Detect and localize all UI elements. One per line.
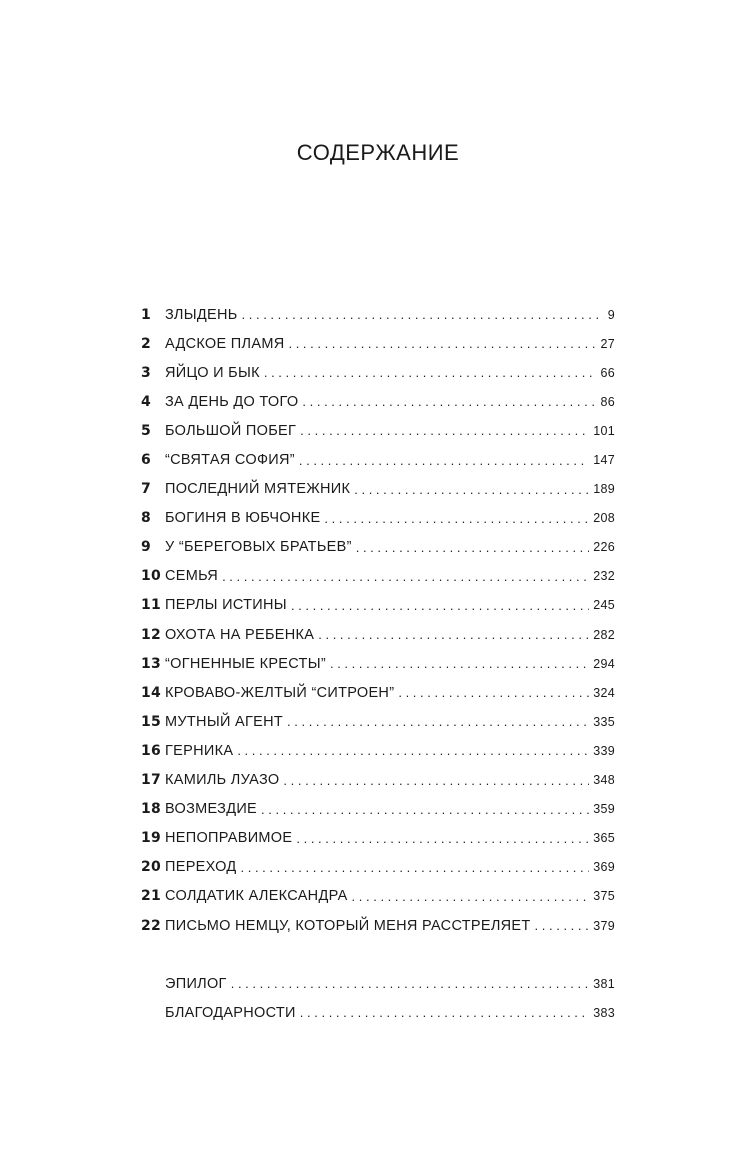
- chapter-number: 6: [141, 452, 152, 469]
- dot-leader: [300, 423, 589, 438]
- dot-leader: [296, 831, 589, 846]
- page-number: 294: [593, 656, 615, 671]
- toc-chapter-row: [141, 882, 615, 911]
- chapter-number: 4: [141, 393, 152, 410]
- page-number: 375: [593, 889, 615, 904]
- dot-leader: [222, 569, 589, 584]
- chapter-title: АДСКОЕ ПЛАМЯ: [165, 335, 285, 352]
- chapter-number: 11: [141, 597, 162, 614]
- chapter-number: 1: [141, 306, 152, 323]
- dot-leader: [291, 598, 589, 613]
- chapter-title: СОЛДАТИК АЛЕКСАНДРА: [165, 888, 348, 905]
- toc-chapter-row: [141, 387, 615, 416]
- chapter-number: 14: [141, 684, 162, 701]
- dot-leader: [264, 365, 597, 380]
- chapter-number: 12: [141, 626, 162, 643]
- chapter-title: БЛАГОДАРНОСТИ: [165, 1004, 296, 1021]
- chapter-title: НЕПОПРАВИМОЕ: [165, 830, 293, 847]
- toc-chapter-row: [141, 766, 615, 795]
- toc-extra-row: [141, 998, 615, 1027]
- chapter-number: 18: [141, 801, 162, 818]
- toc-chapter-row: [141, 707, 615, 736]
- chapter-title: МУТНЫЙ АГЕНТ: [165, 713, 284, 730]
- chapter-number: 21: [141, 888, 162, 905]
- table-of-contents: [141, 300, 615, 1027]
- page-number: 147: [593, 453, 615, 468]
- page-number: 101: [593, 423, 615, 438]
- dot-leader: [231, 976, 590, 991]
- page-number: 339: [593, 743, 615, 758]
- chapter-title: БОЛЬШОЙ ПОБЕГ: [165, 422, 297, 439]
- toc-chapter-row: [141, 649, 615, 678]
- toc-chapter-row: [141, 329, 615, 358]
- chapter-number: 7: [141, 481, 152, 498]
- toc-chapter-row: [141, 911, 615, 940]
- dot-leader: [300, 1005, 589, 1020]
- chapter-number: 17: [141, 772, 162, 789]
- section-gap: [141, 940, 615, 969]
- dot-leader: [237, 743, 589, 758]
- chapter-title: ПИСЬМО НЕМЦУ, КОТОРЫЙ МЕНЯ РАССТРЕЛЯЕТ: [165, 917, 531, 934]
- dot-leader: [330, 656, 589, 671]
- chapter-title: “ОГНЕННЫЕ КРЕСТЫ”: [165, 655, 326, 672]
- dot-leader: [242, 307, 604, 322]
- chapter-title: ВОЗМЕЗДИЕ: [165, 801, 258, 818]
- page-number: 381: [593, 976, 615, 991]
- chapter-number: 10: [141, 568, 162, 585]
- toc-chapter-row: [141, 300, 615, 329]
- dot-leader: [352, 889, 590, 904]
- page-number: 282: [593, 627, 615, 642]
- dot-leader: [288, 336, 596, 351]
- dot-leader: [261, 802, 589, 817]
- toc-extra-row: [141, 969, 615, 998]
- page-number: 226: [593, 540, 615, 555]
- chapter-title: ГЕРНИКА: [165, 742, 234, 759]
- toc-chapter-row: [141, 562, 615, 591]
- toc-chapter-row: [141, 475, 615, 504]
- page-number: 86: [600, 394, 615, 409]
- dot-leader: [535, 918, 590, 933]
- dot-leader: [318, 627, 589, 642]
- chapter-title: ЭПИЛОГ: [165, 975, 227, 992]
- chapter-number: 5: [141, 422, 152, 439]
- chapter-title: “СВЯТАЯ СОФИЯ”: [165, 452, 295, 469]
- page-number: 208: [593, 511, 615, 526]
- toc-chapter-row: [141, 445, 615, 474]
- toc-chapter-row: [141, 795, 615, 824]
- toc-chapter-row: [141, 504, 615, 533]
- chapter-title: ПОСЛЕДНИЙ МЯТЕЖНИК: [165, 481, 351, 498]
- toc-chapter-row: [141, 736, 615, 765]
- page-number: 359: [593, 802, 615, 817]
- chapter-title: ОХОТА НА РЕБЕНКА: [165, 626, 315, 643]
- chapter-number: 2: [141, 335, 152, 352]
- toc-chapter-row: [141, 678, 615, 707]
- toc-chapter-row: [141, 416, 615, 445]
- chapter-title: КАМИЛЬ ЛУАЗО: [165, 772, 280, 789]
- page-number: 383: [593, 1005, 615, 1020]
- page-number: 324: [593, 685, 615, 700]
- page-number: 369: [593, 860, 615, 875]
- toc-chapter-row: [141, 853, 615, 882]
- chapter-title: ПЕРЕХОД: [165, 859, 237, 876]
- dot-leader: [302, 394, 596, 409]
- chapter-number: 16: [141, 742, 162, 759]
- dot-leader: [324, 511, 589, 526]
- chapter-title: У “БЕРЕГОВЫХ БРАТЬЕВ”: [165, 539, 352, 556]
- chapter-number: 13: [141, 655, 162, 672]
- page-number: 27: [600, 336, 615, 351]
- chapter-title: КРОВАВО-ЖЕЛТЫЙ “СИТРОЕН”: [165, 684, 395, 701]
- toc-chapter-row: [141, 533, 615, 562]
- chapter-number: 19: [141, 830, 162, 847]
- chapter-number: 9: [141, 539, 152, 556]
- page-number: 245: [593, 598, 615, 613]
- chapter-title: ЗА ДЕНЬ ДО ТОГО: [165, 393, 299, 410]
- dot-leader: [398, 685, 589, 700]
- page-number: 335: [593, 714, 615, 729]
- page-number: 232: [593, 569, 615, 584]
- page-number: 9: [607, 307, 615, 322]
- chapter-title: ЯЙЦО И БЫК: [165, 364, 260, 381]
- page-number: 379: [593, 918, 615, 933]
- chapter-number: 8: [141, 510, 152, 527]
- dot-leader: [241, 860, 590, 875]
- dot-leader: [354, 482, 589, 497]
- chapter-number: 20: [141, 859, 162, 876]
- toc-chapter-row: [141, 824, 615, 853]
- chapter-number: 15: [141, 713, 162, 730]
- toc-chapter-row: [141, 591, 615, 620]
- dot-leader: [299, 453, 589, 468]
- dot-leader: [356, 540, 590, 555]
- page-number: 189: [593, 482, 615, 497]
- page-number: 365: [593, 831, 615, 846]
- toc-chapter-row: [141, 358, 615, 387]
- chapter-title: ПЕРЛЫ ИСТИНЫ: [165, 597, 287, 614]
- page-number: 348: [593, 773, 615, 788]
- chapter-title: БОГИНЯ В ЮБЧОНКЕ: [165, 510, 321, 527]
- dot-leader: [287, 714, 589, 729]
- page-title: СОДЕРЖАНИЕ: [296, 140, 460, 165]
- dot-leader: [283, 773, 589, 788]
- chapter-title: ЗЛЫДЕНЬ: [165, 306, 238, 323]
- chapter-number: 3: [141, 364, 152, 381]
- page-number: 66: [600, 365, 615, 380]
- chapter-number: 22: [141, 917, 162, 934]
- toc-chapter-row: [141, 620, 615, 649]
- chapter-title: СЕМЬЯ: [165, 568, 219, 585]
